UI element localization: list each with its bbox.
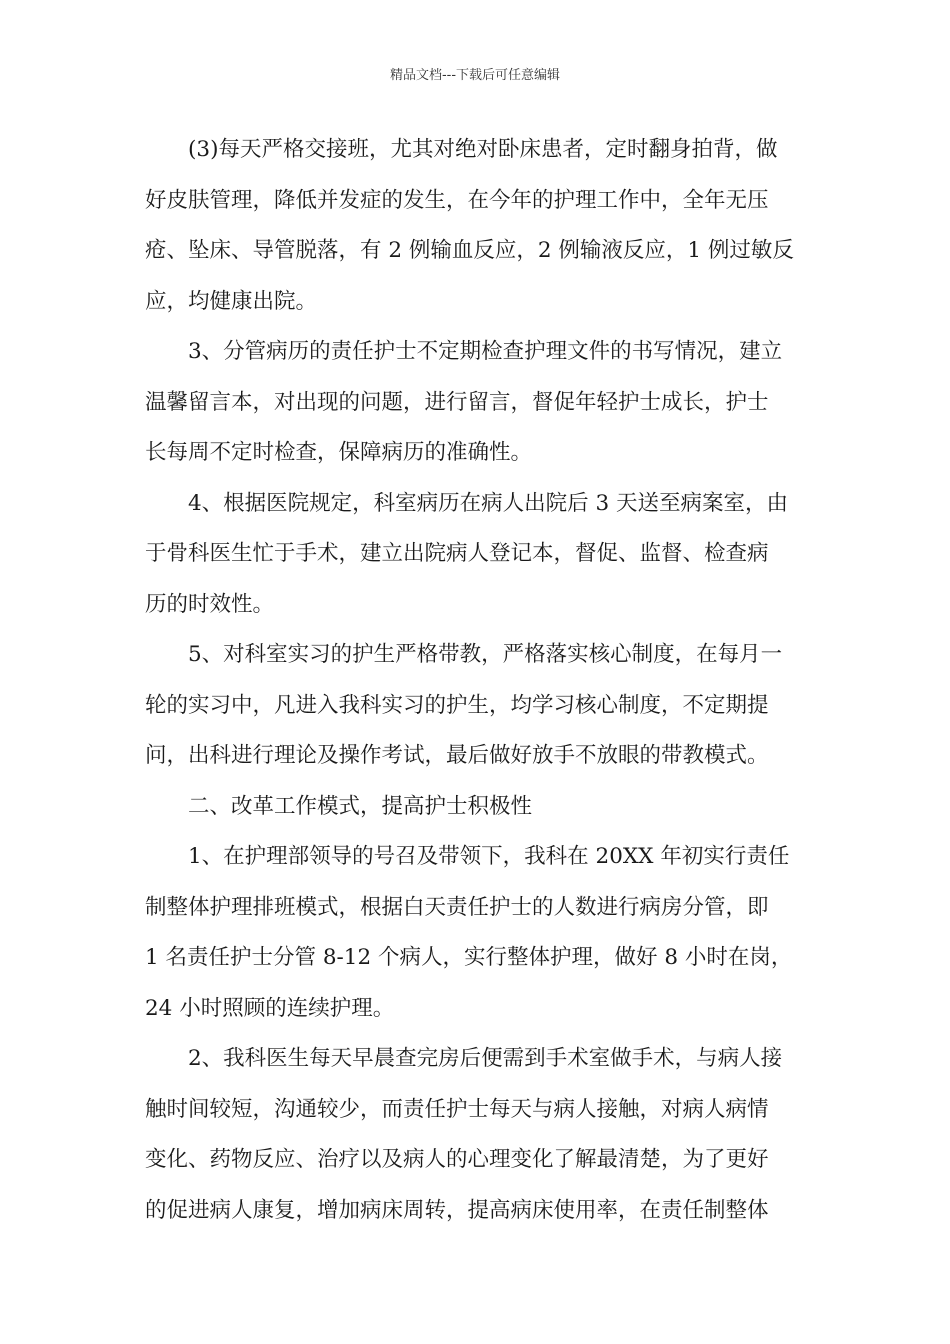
section-heading: 二、改革工作模式，提高护士积极性 — [188, 793, 533, 819]
text-line: 应，均健康出院。 — [145, 288, 318, 314]
text-line: 温馨留言本，对出现的问题，进行留言，督促年轻护士成长，护士 — [145, 389, 769, 415]
text-line: 1、在护理部领导的号召及带领下，我科在 20XX 年初实行责任 — [188, 844, 790, 869]
text-line: 制整体护理排班模式，根据白天责任护士的人数进行病房分管，即 — [145, 894, 769, 920]
text-line: 轮的实习中，凡进入我科实习的护生，均学习核心制度，不定期提 — [145, 692, 769, 718]
document-body — [145, 125, 825, 1236]
text-line: 4、根据医院规定，科室病历在病人出院后 3 天送至病案室，由 — [188, 490, 789, 516]
text-line: 2、我科医生每天早晨查完房后便需到手术室做手术，与病人接 — [188, 1046, 783, 1071]
text-line: 5、对科室实习的护生严格带教，严格落实核心制度，在每月一 — [188, 642, 783, 667]
page-header: 精品文档---下载后可任意编辑 — [389, 68, 561, 83]
text-line: 历的时效性。 — [145, 591, 275, 617]
text-line: 的促进病人康复，增加病床周转，提高病床使用率，在责任制整体 — [145, 1197, 769, 1223]
text-line: 1 名责任护士分管 8-12 个病人，实行整体护理，做好 8 小时在岗， — [145, 945, 793, 970]
text-line: 长每周不定时检查，保障病历的准确性。 — [145, 440, 533, 465]
text-line: 变化、药物反应、治疗以及病人的心理变化了解最清楚，为了更好 — [145, 1147, 769, 1172]
text-line: 好皮肤管理，降低并发症的发生，在今年的护理工作中，全年无压 — [145, 187, 769, 213]
text-line: 触时间较短，沟通较少，而责任护士每天与病人接触，对病人病情 — [145, 1096, 769, 1122]
text-line: 于骨科医生忙于手术，建立出院病人登记本，督促、监督、检查病 — [145, 541, 769, 566]
text-line: 疮、坠床、导管脱落，有 2 例输血反应，2 例输液反应，1 例过敏反 — [145, 238, 794, 263]
text-line: 24 小时照顾的连续护理。 — [145, 995, 395, 1021]
text-line: (3)每天严格交接班，尤其对绝对卧床患者，定时翻身拍背，做 — [188, 137, 778, 162]
text-line: 问，出科进行理论及操作考试，最后做好放手不放眼的带教模式。 — [145, 743, 769, 768]
text-line: 3、分管病历的责任护士不定期检查护理文件的书写情况，建立 — [188, 339, 783, 364]
